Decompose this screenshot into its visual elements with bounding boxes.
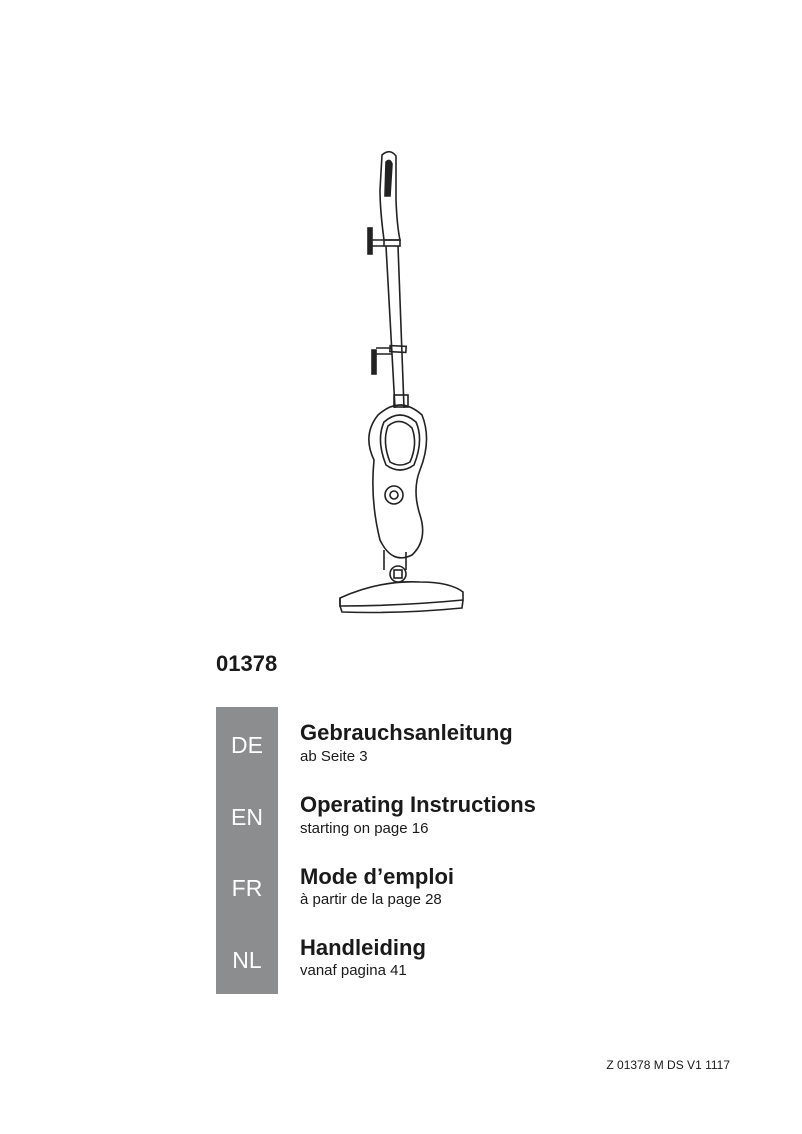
steam-mop-illustration	[320, 140, 470, 620]
language-code-de: DE	[231, 732, 263, 758]
section-subtitle-en: starting on page 16	[300, 820, 429, 837]
section-title-nl: Handleiding	[300, 935, 426, 960]
section-subtitle-nl: vanaf pagina 41	[300, 962, 407, 979]
language-code-fr: FR	[231, 875, 263, 901]
section-title-en: Operating Instructions	[300, 792, 536, 817]
document-code: Z 01378 M DS V1 1117	[606, 1058, 730, 1072]
section-title-fr: Mode d’emploi	[300, 864, 454, 889]
section-title-de: Gebrauchsanleitung	[300, 720, 513, 745]
model-number: 01378	[216, 651, 278, 676]
language-code-en: EN	[231, 804, 263, 830]
language-bar	[216, 707, 278, 994]
section-subtitle-fr: à partir de la page 28	[300, 891, 442, 908]
section-subtitle-de: ab Seite 3	[300, 748, 368, 765]
language-code-nl: NL	[232, 947, 262, 973]
